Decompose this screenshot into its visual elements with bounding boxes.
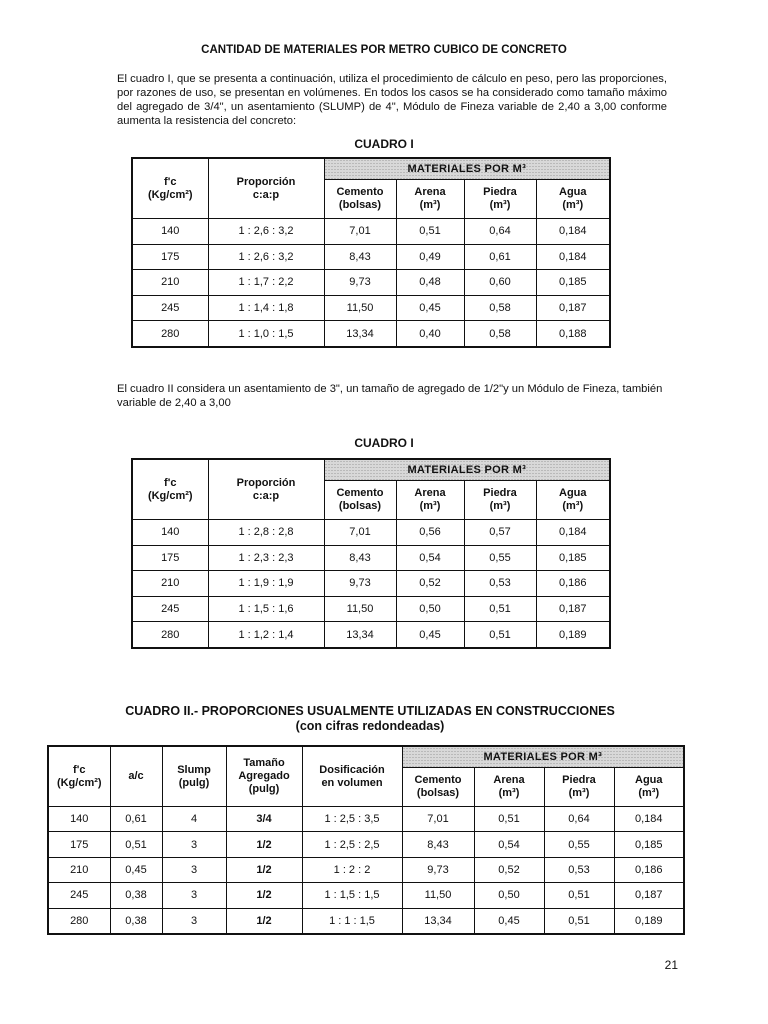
cell-piedra: 0,53 [544, 857, 614, 882]
header-cemento: Cemento (bolsas) [402, 768, 474, 807]
cell-fc: 210 [48, 857, 110, 882]
cell-agua: 0,184 [536, 219, 610, 245]
cell-cemento: 8,43 [324, 545, 396, 571]
header-piedra: Piedra (m³) [464, 481, 536, 520]
cell-slump: 3 [162, 883, 226, 908]
cell-arena: 0,45 [396, 295, 464, 321]
cell-agua: 0,187 [536, 596, 610, 622]
page-number: 21 [664, 958, 678, 972]
cell-fc: 175 [132, 545, 208, 571]
cell-piedra: 0,58 [464, 321, 536, 347]
header-materiales: MATERIALES POR M³ [402, 746, 684, 768]
cell-arena: 0,51 [396, 219, 464, 245]
cell-fc: 245 [132, 295, 208, 321]
table-row [48, 807, 684, 832]
cell-cemento: 9,73 [402, 857, 474, 882]
table-row [48, 832, 684, 857]
cell-slump: 3 [162, 832, 226, 857]
cuadro2-table [131, 458, 611, 649]
cell-agua: 0,185 [536, 270, 610, 296]
cell-agua: 0,188 [536, 321, 610, 347]
cell-fc: 140 [132, 520, 208, 546]
cell-tamano: 1/2 [226, 883, 302, 908]
header-arena: Arena (m³) [396, 481, 464, 520]
cell-tamano: 1/2 [226, 832, 302, 857]
table-row [132, 545, 610, 571]
header-fc: f'c (Kg/cm²) [132, 158, 208, 219]
cell-cemento: 13,34 [402, 908, 474, 934]
cell-piedra: 0,64 [544, 807, 614, 832]
cell-arena: 0,50 [396, 596, 464, 622]
cell-fc: 245 [132, 596, 208, 622]
cell-ac: 0,38 [110, 908, 162, 934]
cell-slump: 4 [162, 807, 226, 832]
cell-cemento: 9,73 [324, 571, 396, 597]
cell-ac: 0,38 [110, 883, 162, 908]
cell-arena: 0,45 [396, 622, 464, 648]
header-proporcion: Proporción c:a:p [208, 459, 324, 520]
cell-piedra: 0,55 [464, 545, 536, 571]
header-arena: Arena (m³) [396, 180, 464, 219]
cell-cemento: 13,34 [324, 622, 396, 648]
table-row [132, 270, 610, 296]
header-dosificacion: Dosificación en volumen [302, 746, 402, 807]
cell-proporcion: 1 : 1,7 : 2,2 [208, 270, 324, 296]
table-row [132, 520, 610, 546]
cell-ac: 0,45 [110, 857, 162, 882]
cell-agua: 0,185 [614, 832, 684, 857]
table-row [132, 622, 610, 648]
cell-cemento: 9,73 [324, 270, 396, 296]
cell-cemento: 7,01 [324, 520, 396, 546]
cell-dosificacion: 1 : 1,5 : 1,5 [302, 883, 402, 908]
cell-ac: 0,61 [110, 807, 162, 832]
cell-piedra: 0,51 [464, 596, 536, 622]
table-row [132, 295, 610, 321]
cell-tamano: 3/4 [226, 807, 302, 832]
cell-arena: 0,54 [474, 832, 544, 857]
cell-dosificacion: 1 : 2 : 2 [302, 857, 402, 882]
table-row [48, 857, 684, 882]
cell-proporcion: 1 : 1,5 : 1,6 [208, 596, 324, 622]
header-materiales: MATERIALES POR M³ [324, 459, 610, 481]
cell-dosificacion: 1 : 2,5 : 2,5 [302, 832, 402, 857]
cell-arena: 0,51 [474, 807, 544, 832]
header-agua: Agua (m³) [536, 180, 610, 219]
cell-agua: 0,186 [536, 571, 610, 597]
cell-fc: 210 [132, 270, 208, 296]
second-paragraph: El cuadro II considera un asentamiento de 3", un tamaño de agregado de 1/2"y un Módulo de Fineza, también variable de 2,40 a 3,00 [117, 383, 663, 409]
header-cemento: Cemento (bolsas) [324, 481, 396, 520]
cell-proporcion: 1 : 2,6 : 3,2 [208, 244, 324, 270]
header-materiales: MATERIALES POR M³ [324, 158, 610, 180]
cell-tamano: 1/2 [226, 908, 302, 934]
cell-agua: 0,184 [536, 244, 610, 270]
header-agua: Agua (m³) [614, 768, 684, 807]
cell-fc: 280 [132, 321, 208, 347]
cell-piedra: 0,51 [464, 622, 536, 648]
cell-piedra: 0,64 [464, 219, 536, 245]
cell-arena: 0,49 [396, 244, 464, 270]
cuadro1-title: CUADRO I [354, 137, 414, 151]
header-arena: Arena (m³) [474, 768, 544, 807]
cell-piedra: 0,58 [464, 295, 536, 321]
cell-proporcion: 1 : 1,0 : 1,5 [208, 321, 324, 347]
cell-agua: 0,189 [614, 908, 684, 934]
table-row [132, 244, 610, 270]
cell-piedra: 0,51 [544, 908, 614, 934]
cell-arena: 0,48 [396, 270, 464, 296]
cell-cemento: 7,01 [402, 807, 474, 832]
cell-cemento: 11,50 [324, 295, 396, 321]
header-fc: f'c (Kg/cm²) [132, 459, 208, 520]
table-row [48, 883, 684, 908]
table-row [132, 571, 610, 597]
cell-agua: 0,189 [536, 622, 610, 648]
cell-piedra: 0,61 [464, 244, 536, 270]
cell-tamano: 1/2 [226, 857, 302, 882]
cell-proporcion: 1 : 1,4 : 1,8 [208, 295, 324, 321]
table-row [132, 321, 610, 347]
cell-cemento: 11,50 [324, 596, 396, 622]
cuadro3-table [47, 745, 685, 935]
cell-agua: 0,187 [614, 883, 684, 908]
header-agua: Agua (m³) [536, 481, 610, 520]
cell-proporcion: 1 : 2,6 : 3,2 [208, 219, 324, 245]
cell-slump: 3 [162, 908, 226, 934]
header-piedra: Piedra (m³) [544, 768, 614, 807]
cell-agua: 0,187 [536, 295, 610, 321]
cell-dosificacion: 1 : 1 : 1,5 [302, 908, 402, 934]
cell-arena: 0,52 [396, 571, 464, 597]
cuadro3-title: CUADRO II.- PROPORCIONES USUALMENTE UTILIZADAS EN CONSTRUCCIONES [125, 704, 615, 718]
cell-arena: 0,50 [474, 883, 544, 908]
cell-dosificacion: 1 : 2,5 : 3,5 [302, 807, 402, 832]
cell-fc: 140 [48, 807, 110, 832]
cell-proporcion: 1 : 2,8 : 2,8 [208, 520, 324, 546]
cell-proporcion: 1 : 1,2 : 1,4 [208, 622, 324, 648]
cell-piedra: 0,55 [544, 832, 614, 857]
cell-arena: 0,54 [396, 545, 464, 571]
cell-piedra: 0,60 [464, 270, 536, 296]
cell-proporcion: 1 : 1,9 : 1,9 [208, 571, 324, 597]
cell-cemento: 11,50 [402, 883, 474, 908]
table-row [48, 908, 684, 934]
header-cemento: Cemento (bolsas) [324, 180, 396, 219]
cell-piedra: 0,57 [464, 520, 536, 546]
cell-ac: 0,51 [110, 832, 162, 857]
table-row [132, 596, 610, 622]
cell-piedra: 0,53 [464, 571, 536, 597]
cell-cemento: 7,01 [324, 219, 396, 245]
header-fc: f'c (Kg/cm²) [48, 746, 110, 807]
cell-agua: 0,185 [536, 545, 610, 571]
cell-agua: 0,184 [614, 807, 684, 832]
cell-arena: 0,56 [396, 520, 464, 546]
header-ac: a/c [110, 746, 162, 807]
header-proporcion: Proporción c:a:p [208, 158, 324, 219]
page-title: CANTIDAD DE MATERIALES POR METRO CUBICO DE CONCRETO [201, 44, 567, 56]
cell-fc: 280 [48, 908, 110, 934]
cell-cemento: 8,43 [324, 244, 396, 270]
cell-fc: 175 [132, 244, 208, 270]
cell-arena: 0,45 [474, 908, 544, 934]
cuadro3-subtitle: (con cifras redondeadas) [295, 719, 445, 733]
cell-slump: 3 [162, 857, 226, 882]
header-slump: Slump (pulg) [162, 746, 226, 807]
table-row [132, 219, 610, 245]
intro-paragraph: El cuadro I, que se presenta a continuación, utiliza el procedimiento de cálculo en peso, pero las proporciones, por razones de uso, se presentan en volúmenes. En todos los casos se ha considerado como tamaño máximo del agregado de 3/4", un asentamiento (SLUMP) de 4", Módulo de Fineza variable de 2,40 a 3,00 conforme aumenta la resistencia del concreto: [117, 73, 667, 127]
cell-arena: 0,52 [474, 857, 544, 882]
header-tamano: Tamaño Agregado (pulg) [226, 746, 302, 807]
cell-fc: 140 [132, 219, 208, 245]
cuadro2-title: CUADRO I [354, 436, 414, 450]
cuadro1-table [131, 157, 611, 348]
cell-cemento: 13,34 [324, 321, 396, 347]
cell-agua: 0,184 [536, 520, 610, 546]
cell-fc: 245 [48, 883, 110, 908]
cell-piedra: 0,51 [544, 883, 614, 908]
cell-agua: 0,186 [614, 857, 684, 882]
cell-fc: 280 [132, 622, 208, 648]
cell-arena: 0,40 [396, 321, 464, 347]
cell-fc: 175 [48, 832, 110, 857]
cell-proporcion: 1 : 2,3 : 2,3 [208, 545, 324, 571]
cell-cemento: 8,43 [402, 832, 474, 857]
header-piedra: Piedra (m³) [464, 180, 536, 219]
cell-fc: 210 [132, 571, 208, 597]
